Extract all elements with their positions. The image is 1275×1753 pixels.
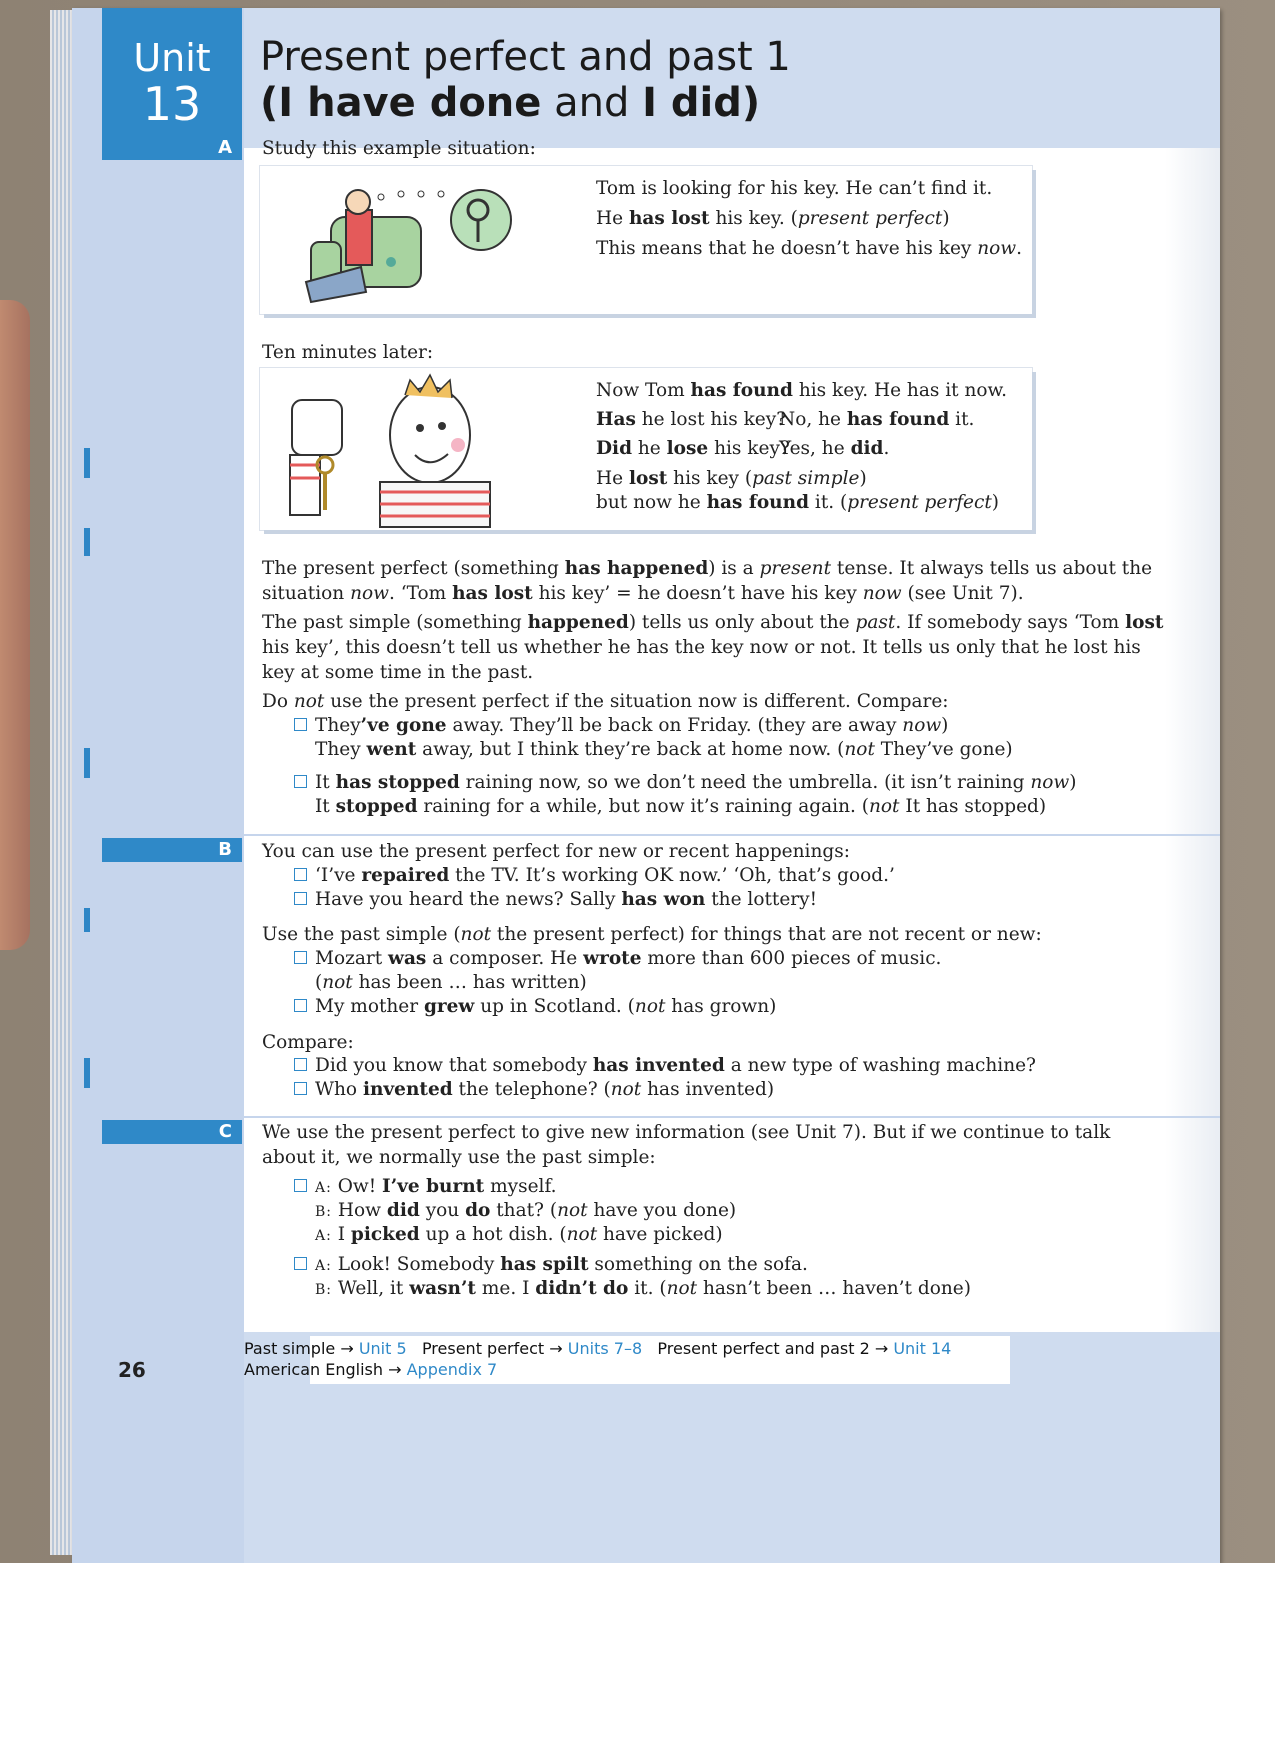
arrow-right-icon: → — [340, 1339, 354, 1358]
page-number: 26 — [118, 1358, 146, 1382]
checkbox-bullet — [294, 1058, 307, 1071]
page-title-line2: (I have done and I did) — [260, 80, 761, 126]
box2-line2: Has he lost his key? — [596, 409, 787, 430]
para3-line1: Do not use the present perfect if the situation now is different. Compare: — [262, 691, 949, 712]
para2-line1: The past simple (something happened) tells us only about the past. If somebody says ‘Tom lost — [262, 612, 1164, 633]
para1-line1: The present perfect (something has happened) is a present tense. It always tells us about the — [262, 558, 1153, 579]
example-b5: Did you know that somebody has invented a new type of washing machine? — [294, 1053, 1036, 1078]
example-box-1 — [260, 166, 1032, 314]
arrow-right-icon: → — [549, 1339, 563, 1358]
section-c-line2: about it, we normally use the past simple: — [262, 1147, 656, 1168]
example-a2-contrast: It stopped raining for a while, but now it’s raining again. (not It has stopped) — [315, 796, 1047, 817]
example-box-2 — [260, 368, 1032, 530]
checkbox-bullet — [294, 999, 307, 1012]
dialogue1-a2: A: I picked up a hot dish. (not have picked) — [315, 1224, 723, 1245]
checkbox-bullet — [294, 1257, 307, 1270]
box1-line3: This means that he doesn’t have his key now. — [596, 238, 1023, 259]
ten-minutes-later: Ten minutes later: — [262, 342, 434, 363]
edge-stripe — [84, 908, 90, 932]
example-a1: They’ve gone away. They’ll be back on Friday. (they are away now) — [294, 713, 948, 738]
xref-row2: American English → Appendix 7 — [244, 1360, 498, 1379]
tom-found-key-illustration — [270, 370, 520, 530]
example-b4: My mother grew up in Scotland. (not has grown) — [294, 994, 776, 1019]
example-a1-contrast: They went away, but I think they’re back at home now. (not They’ve gone) — [315, 739, 1013, 760]
unit-badge — [102, 8, 242, 148]
box2-line1: Now Tom has found his key. He has it now. — [596, 380, 1008, 401]
section-b-line2: Use the past simple (not the present perfect) for things that are not recent or new: — [262, 924, 1042, 945]
section-a-intro: Study this example situation: — [262, 138, 536, 159]
checkbox-bullet — [294, 775, 307, 788]
page-shading — [1165, 8, 1220, 1563]
example-b6: Who invented the telephone? (not has invented) — [294, 1077, 774, 1102]
book-page — [72, 8, 1220, 1563]
page-title-line1: Present perfect and past 1 — [260, 34, 791, 80]
box2-line3: Did he lose his key? — [596, 438, 790, 459]
example-b3-note: (not has been … has written) — [315, 972, 587, 993]
tom-searching-illustration — [266, 172, 516, 312]
edge-stripe — [84, 528, 90, 556]
checkbox-bullet — [294, 892, 307, 905]
dialogue1-b: B: How did you do that? (not have you done) — [315, 1200, 737, 1221]
edge-stripe — [84, 1058, 90, 1088]
link-units-7-8[interactable]: Units 7–8 — [567, 1339, 643, 1358]
example-a2: It has stopped raining now, so we don’t need the umbrella. (it isn’t raining now) — [294, 770, 1076, 795]
para2-line3: key at some time in the past. — [262, 662, 534, 683]
dialogue2-b: B: Well, it wasn’t me. I didn’t do it. (not hasn’t been … haven’t done) — [315, 1278, 971, 1299]
dialogue2-a: A: Look! Somebody has spilt something on the sofa. — [294, 1252, 808, 1279]
box1-line2: He has lost his key. (present perfect) — [596, 208, 950, 229]
section-c-tab: C — [102, 1120, 242, 1144]
link-unit-5[interactable]: Unit 5 — [358, 1339, 407, 1358]
hand-at-edge — [0, 300, 30, 950]
para2-line2: his key’, this doesn’t tell us whether he has the key now or not. It tells us only that he lost his — [262, 637, 1141, 658]
section-b-tab: B — [102, 838, 242, 862]
box2-line5: but now he has found it. (present perfect) — [596, 492, 999, 513]
arrow-right-icon: → — [874, 1339, 889, 1358]
scanner-bed — [0, 1563, 1275, 1753]
section-divider — [244, 1116, 1220, 1118]
para1-line2: situation now. ‘Tom has lost his key’ = he doesn’t have his key now (see Unit 7). — [262, 583, 1024, 604]
xref-row1: Past simple → Unit 5 Present perfect → Units 7–8 Present perfect and past 2 → Unit 14 — [244, 1339, 952, 1358]
link-appendix-7[interactable]: Appendix 7 — [406, 1360, 498, 1379]
edge-stripe — [84, 748, 90, 778]
checkbox-bullet — [294, 1179, 307, 1192]
section-divider — [244, 834, 1220, 836]
dialogue1-a: A: Ow! I’ve burnt myself. — [294, 1174, 557, 1201]
compare-label: Compare: — [262, 1032, 354, 1053]
link-unit-14[interactable]: Unit 14 — [893, 1339, 952, 1358]
unit-label: Unit — [133, 36, 211, 80]
example-b3: Mozart was a composer. He wrote more than 600 pieces of music. — [294, 946, 941, 971]
box2-line4: He lost his key (past simple) — [596, 468, 867, 489]
unit-number: 13 — [142, 77, 202, 131]
checkbox-bullet — [294, 1082, 307, 1095]
section-a-tab: A — [102, 136, 242, 160]
section-c-line1: We use the present perfect to give new information (see Unit 7). But if we continue to talk — [262, 1122, 1111, 1143]
checkbox-bullet — [294, 718, 307, 731]
example-b2: Have you heard the news? Sally has won the lottery! — [294, 887, 817, 912]
box1-line1: Tom is looking for his key. He can’t find it. — [596, 178, 993, 199]
checkbox-bullet — [294, 951, 307, 964]
section-b-line1: You can use the present perfect for new or recent happenings: — [262, 841, 850, 862]
example-b1: ‘I’ve repaired the TV. It’s working OK now.’ ‘Oh, that’s good.’ — [294, 863, 895, 888]
checkbox-bullet — [294, 868, 307, 881]
box2-line3-answer: Yes, he did. — [779, 438, 890, 459]
edge-stripe — [84, 448, 90, 478]
box2-line2-answer: No, he has found it. — [779, 409, 975, 430]
arrow-right-icon: → — [388, 1360, 402, 1379]
left-margin — [72, 8, 244, 1563]
